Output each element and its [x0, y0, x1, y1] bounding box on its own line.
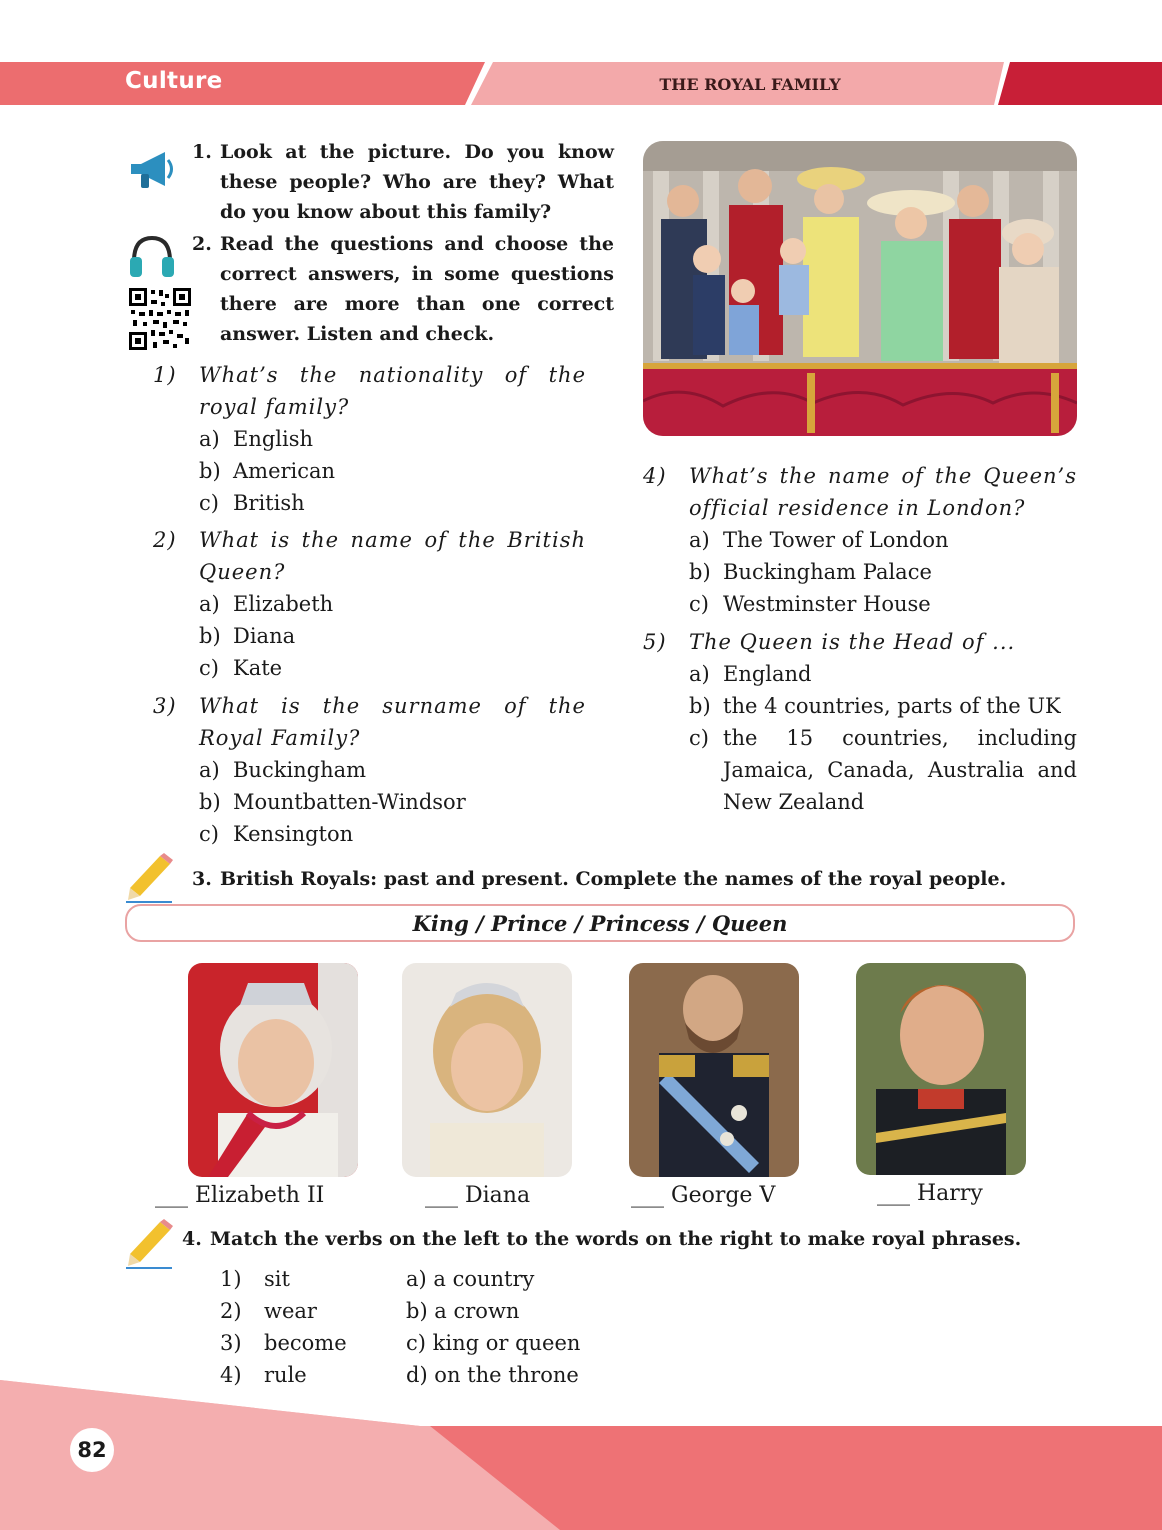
royal-family-photo — [643, 141, 1077, 436]
exercise-3-instruction — [192, 864, 1072, 894]
word-box: King / Prince / Princess / Queen — [125, 904, 1075, 942]
answer-option[interactable]: c) Kensington — [199, 822, 354, 846]
question-1 — [153, 359, 586, 519]
caption-elizabeth: ___ Elizabeth II — [155, 1183, 325, 1208]
megaphone-icon — [127, 148, 179, 192]
question-4 — [643, 460, 1077, 620]
question-text: What’s the nationality of the royal family? — [199, 363, 586, 419]
answer-option[interactable]: a) Elizabeth — [199, 592, 334, 616]
question-number: 1) — [153, 363, 177, 387]
answer-option[interactable]: a) Buckingham — [199, 758, 367, 782]
page-title: THE ROYAL FAMILY — [659, 75, 841, 94]
question-number: 3) — [153, 694, 177, 718]
match-phrase[interactable]: c) king or queen — [406, 1331, 581, 1355]
answer-option[interactable]: c) British — [199, 491, 305, 515]
answer-option[interactable]: c) the 15 countries, including Jamaica, Canada, Australia and New Zealand — [689, 726, 1077, 814]
question-text: What’s the name of the Queen’s official residence in London? — [689, 464, 1077, 520]
match-phrase[interactable]: b) a crown — [406, 1299, 520, 1323]
pencil-icon — [126, 852, 176, 904]
answer-option[interactable]: a) English — [199, 427, 314, 451]
caption-george: ___ George V — [631, 1183, 776, 1208]
match-verb[interactable]: 4) rule — [220, 1363, 307, 1387]
answer-option[interactable]: b) Buckingham Palace — [689, 560, 932, 584]
pencil-icon — [126, 1218, 176, 1270]
answer-option[interactable]: b) Diana — [199, 624, 296, 648]
match-verb[interactable]: 3) become — [220, 1331, 347, 1355]
exercise-4-instruction — [182, 1224, 1082, 1254]
headphones-icon — [127, 233, 177, 279]
exercise-2-number: 2. — [192, 233, 212, 255]
portrait-harry — [856, 963, 1026, 1175]
answer-option[interactable]: b) the 4 countries, parts of the UK — [689, 694, 1061, 718]
section-label: Culture — [125, 68, 223, 94]
page-number: 82 — [70, 1428, 114, 1472]
exercise-1-instruction — [192, 137, 614, 227]
question-number: 4) — [643, 464, 667, 488]
match-verb[interactable]: 2) wear — [220, 1299, 317, 1323]
exercise-2-text: Read the questions and choose the correct answers, in some questions there are more than one correct answer. Listen and check. — [220, 233, 614, 345]
question-5 — [643, 626, 1077, 818]
match-phrase[interactable]: d) on the throne — [406, 1363, 579, 1387]
qr-code-icon — [129, 288, 191, 350]
question-number: 2) — [153, 528, 177, 552]
answer-option[interactable]: c) Westminster House — [689, 592, 931, 616]
question-text: What is the surname of the Royal Family? — [199, 694, 586, 750]
portrait-diana — [402, 963, 572, 1177]
portrait-george — [629, 963, 799, 1177]
match-phrase[interactable]: a) a country — [406, 1267, 535, 1291]
question-text: What is the name of the British Queen? — [199, 528, 586, 584]
exercise-1-number: 1. — [192, 141, 212, 163]
caption-diana: ___ Diana — [425, 1183, 531, 1208]
portrait-elizabeth — [188, 963, 358, 1177]
exercise-3-number: 3. — [192, 868, 212, 890]
match-right-column — [406, 1263, 580, 1391]
exercise-2-instruction — [192, 229, 614, 349]
footer-band — [0, 1380, 1162, 1530]
answer-option[interactable]: a) England — [689, 662, 812, 686]
question-number: 5) — [643, 630, 667, 654]
answer-option[interactable]: c) Kate — [199, 656, 283, 680]
match-verb[interactable]: 1) sit — [220, 1267, 290, 1291]
exercise-3-text: British Royals: past and present. Complete the names of the royal people. — [220, 868, 1007, 890]
exercise-4-text: Match the verbs on the left to the words on the right to make royal phrases. — [210, 1228, 1022, 1250]
answer-option[interactable]: a) The Tower of London — [689, 528, 949, 552]
question-text: The Queen is the Head of ... — [689, 630, 1016, 654]
caption-harry: ___ Harry — [877, 1181, 983, 1206]
exercise-1-text: Look at the picture. Do you know these people? Who are they? What do you know about this family? — [220, 141, 614, 223]
question-2 — [153, 524, 586, 684]
exercise-4-number: 4. — [182, 1228, 202, 1250]
match-left-column — [220, 1263, 347, 1391]
answer-option[interactable]: b) American — [199, 459, 336, 483]
answer-option[interactable]: b) Mountbatten-Windsor — [199, 790, 466, 814]
question-3 — [153, 690, 586, 850]
